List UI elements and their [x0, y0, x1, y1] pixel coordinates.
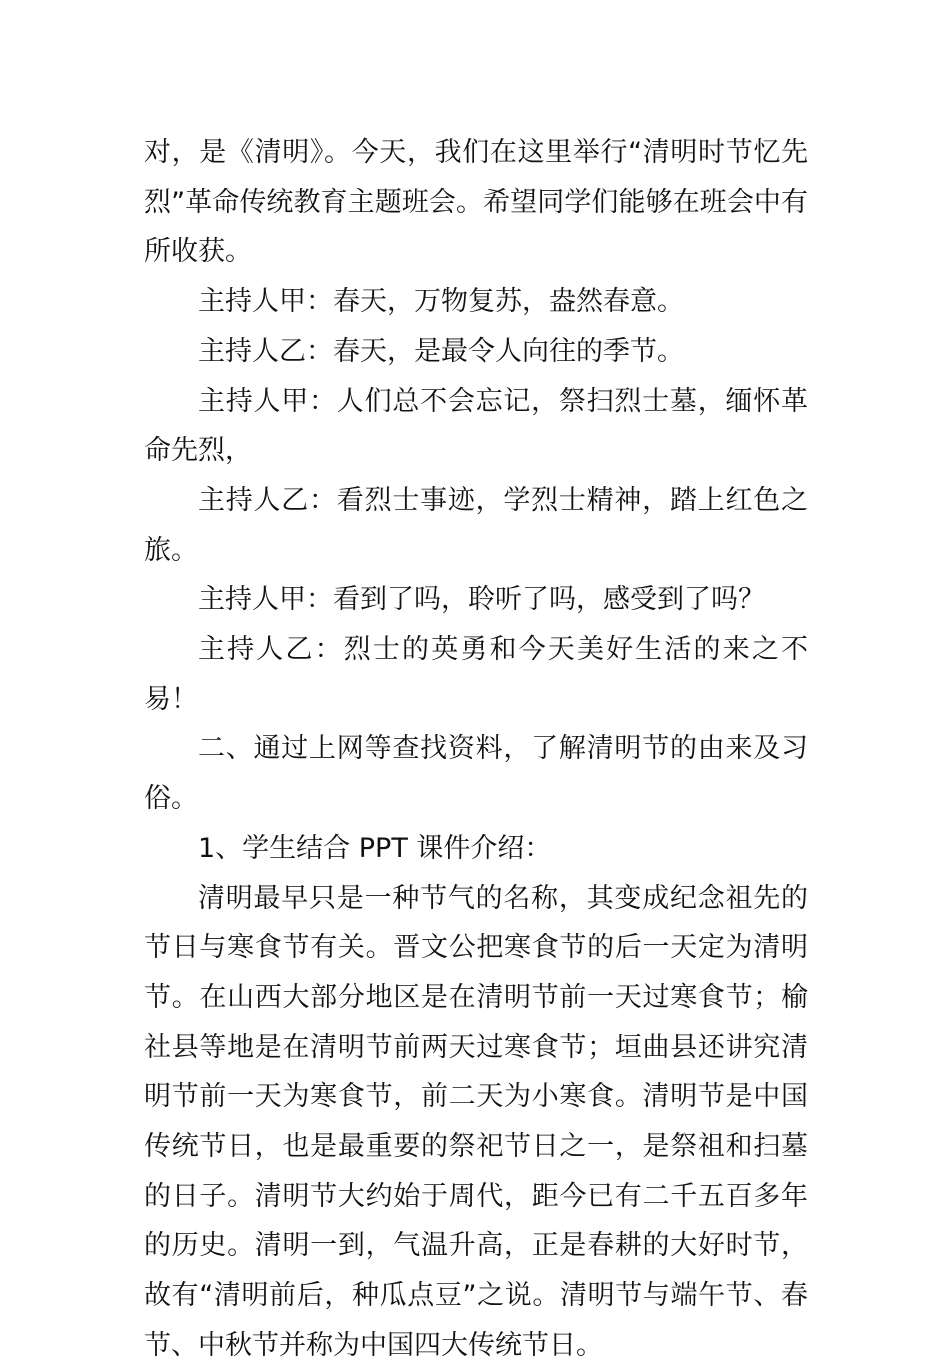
- paragraph-host-a-1: 主持人甲：春天，万物复苏，盎然春意。: [198, 286, 684, 318]
- paragraph-host-b-2: 主持人乙：看烈士事迹，学烈士精神，踏上红色之旅。: [144, 484, 808, 566]
- subsection-heading-1: 1、学生结合 PPT 课件介绍：: [198, 832, 552, 864]
- document-body: [144, 128, 808, 1371]
- paragraph-host-a-2: 主持人甲：人们总不会忘记，祭扫烈士墓，缅怀革命先烈，: [144, 385, 808, 467]
- paragraph-qingming-origin: 清明最早只是一种节气的名称，其变成纪念祖先的节日与寒食节有关。晋文公把寒食节的后一天定为清明节。在山西大部分地区是在清明节前一天过寒食节；榆社县等地是在清明节前两天过寒食节；垣曲县还讲究清明节前一天为寒食节，前二天为小寒食。清明节是中国传统节日，也是最重要的祭祀节日之一，是祭祖和扫墓的日子。清明节大约始于周代，距今已有二千五百多年的历史。清明一到，气温升高，正是春耕的大好时节，故有“清明前后，种瓜点豆”之说。清明节与端午节、春节、中秋节并称为中国四大传统节日。: [144, 882, 808, 1361]
- section-heading-2: 二、通过上网等查找资料，了解清明节的由来及习俗。: [144, 733, 808, 815]
- paragraph-host-b-1: 主持人乙：春天，是最令人向往的季节。: [198, 335, 684, 367]
- paragraph-host-b-3: 主持人乙：烈士的英勇和今天美好生活的来之不易！: [144, 634, 808, 715]
- paragraph-intro: 对，是《清明》。今天，我们在这里举行“清明时节忆先烈”革命传统教育主题班会。希望同学们能够在班会中有所收获。: [144, 137, 808, 268]
- paragraph-host-a-3: 主持人甲：看到了吗，聆听了吗，感受到了吗？: [198, 584, 765, 616]
